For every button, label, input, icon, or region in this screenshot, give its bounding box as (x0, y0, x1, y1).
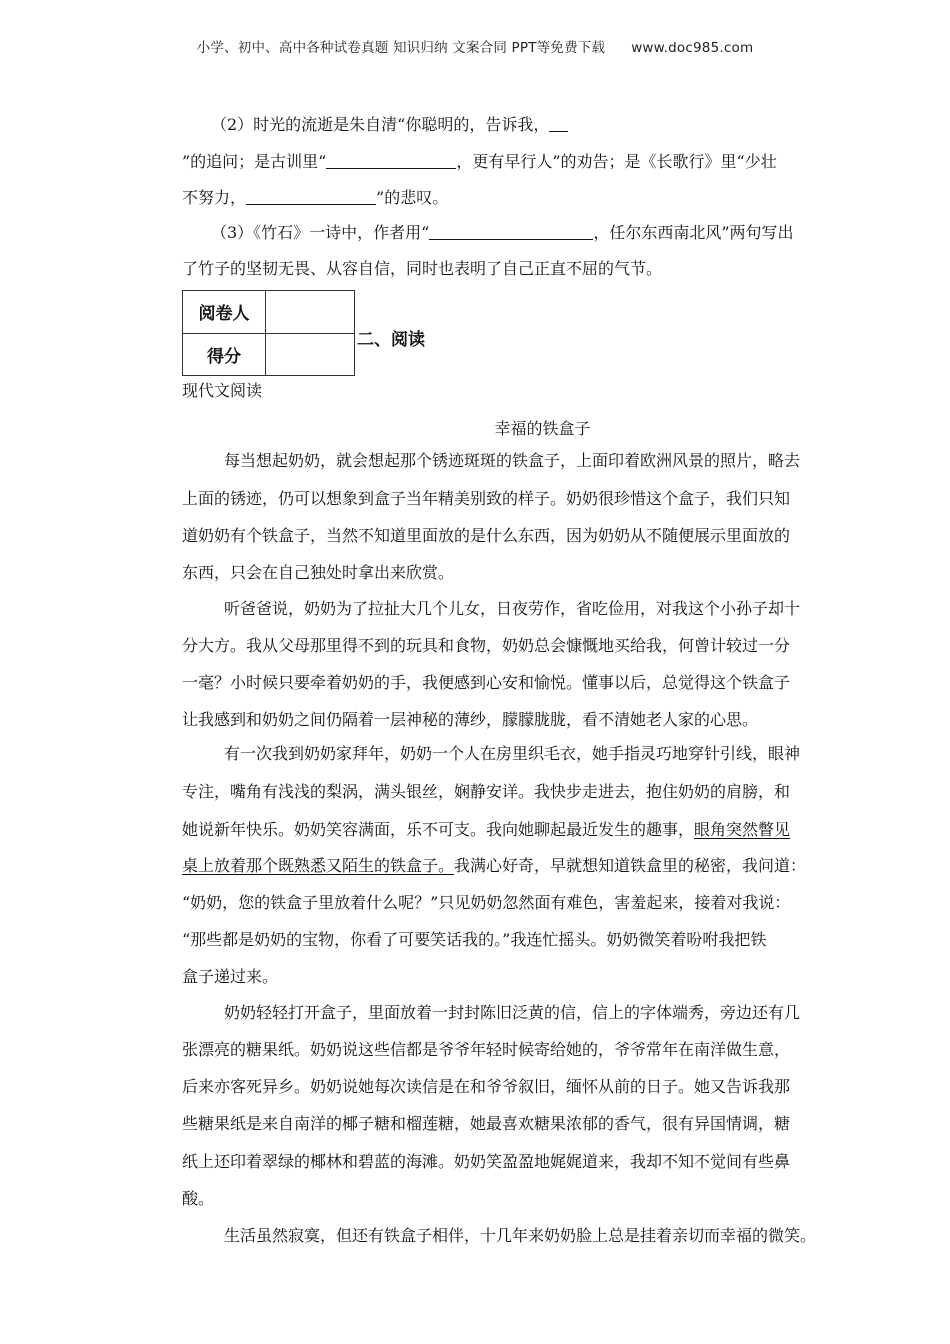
q2-text-2b: ，更有早行人”的劝告；是《长歌行》里“少壮 (456, 152, 777, 171)
article-text: 我满心好奇，早就想知道铁盒里的秘密，我问道： (454, 856, 807, 875)
reviewer-label: 阅卷人 (183, 291, 266, 334)
article-line: 让我感到和奶奶之间仍隔着一层神秘的薄纱，朦朦胧胧，看不清她老人家的心思。 (182, 710, 759, 729)
article-line: 分大方。我从父母那里得不到的玩具和食物，奶奶总会慷慨地买给我，何曾计较过一分 (182, 636, 791, 655)
subsection-heading: 现代文阅读 (182, 381, 263, 400)
article-text: 她说新年快乐。奶奶笑容满面，乐不可支。我向她聊起最近发生的趣事， (182, 820, 695, 839)
article-line: 一毫？小时候只要牵着奶奶的手，我便感到心安和愉悦。懂事以后，总觉得这个铁盒子 (182, 673, 791, 692)
answer-blank[interactable] (326, 153, 456, 169)
article-line: 奶奶轻轻打开盒子，里面放着一封封陈旧泛黄的信，信上的字体端秀，旁边还有几 (224, 1003, 801, 1022)
q2-text-3a: 不努力， (182, 188, 247, 207)
article-line: 上面的锈迹，仍可以想象到盒子当年精美别致的样子。奶奶很珍惜这个盒子，我们只知 (182, 489, 791, 508)
q3-line1 (211, 223, 901, 243)
reviewer-cell[interactable] (266, 291, 355, 334)
article-line: 后来亦客死异乡。奶奶说她每次读信是在和爷爷叙旧，缅怀从前的日子。她又告诉我那 (182, 1077, 791, 1096)
q2-text-3b: ”的悲叹。 (376, 188, 449, 207)
answer-blank[interactable] (429, 224, 593, 240)
article-line: 专注，嘴角有浅浅的梨涡，满头银丝，娴静安详。我快步走进去，抱住奶奶的肩膀，和 (182, 782, 791, 801)
q2-line3 (182, 188, 872, 208)
q2-line2 (182, 152, 872, 172)
section-heading: 二、阅读 (357, 330, 425, 350)
article-line: 有一次我到奶奶家拜年，奶奶一个人在房里织毛衣，她手指灵巧地穿针引线，眼神 (224, 744, 801, 763)
q3-line2: 了竹子的坚韧无畏、从容自信，同时也表明了自己正直不屈的气节。 (182, 259, 663, 278)
answer-blank[interactable] (246, 189, 376, 205)
article-line: 每当想起奶奶，就会想起那个锈迹斑斑的铁盒子，上面印着欧洲风景的照片，略去 (224, 451, 801, 470)
article-line: “那些都是奶奶的宝物，你看了可要笑话我的。”我连忙摇头。奶奶微笑着吩咐我把铁 (182, 930, 767, 949)
score-table (182, 290, 355, 376)
q2-text-2a: ”的追问；是古训里“ (182, 152, 327, 171)
article-line: 东西，只会在自己独处时拿出来欣赏。 (182, 563, 455, 582)
article-line: 生活虽然寂寞，但还有铁盒子相伴，十几年来奶奶脸上总是挂着亲切而幸福的微笑。 (224, 1226, 817, 1245)
q3-text-1a: （3）《竹石》一诗中，作者用“ (211, 223, 430, 242)
score-label: 得分 (183, 333, 266, 376)
page-header (0, 36, 950, 56)
score-cell[interactable] (266, 333, 355, 376)
underlined-sentence: 桌上放着那个既熟悉又陌生的铁盒子。 (182, 856, 455, 875)
article-line: 听爸爸说，奶奶为了拉扯大几个儿女，日夜劳作，省吃俭用，对我这个小孙子却十 (224, 599, 801, 618)
header-url: www.doc985.com (631, 40, 754, 56)
q2-line1 (211, 115, 901, 135)
article-title: 幸福的铁盒子 (494, 419, 591, 438)
article-line: 张漂亮的糖果纸。奶奶说这些信都是爷爷年轻时候寄给她的，爷爷常年在南洋做生意， (182, 1040, 791, 1059)
answer-blank[interactable] (549, 116, 568, 132)
article-line: “奶奶，您的铁盒子里放着什么呢？”只见奶奶忽然面有难色，害羞起来，接着对我说： (182, 893, 791, 912)
article-line: 纸上还印着翠绿的椰林和碧蓝的海滩。奶奶笑盈盈地娓娓道来，我却不知不觉间有些鼻 (182, 1152, 791, 1171)
article-line: 酸。 (182, 1189, 215, 1208)
q3-text-1b: ，任尔东西南北风”两句写出 (593, 223, 794, 242)
header-text: 小学、初中、高中各种试卷真题 知识归纳 文案合同 PPT等免费下载 (196, 40, 606, 56)
article-line (182, 856, 872, 876)
article-line: 盒子递过来。 (182, 967, 279, 986)
article-line: 些糖果纸是来自南洋的椰子糖和榴莲糖，她最喜欢糖果浓郁的香气，很有异国情调，糖 (182, 1114, 791, 1133)
q2-text-1: （2）时光的流逝是朱自清“你聪明的，告诉我， (211, 115, 550, 134)
article-line (182, 820, 872, 840)
underlined-sentence: 眼角突然瞥见 (694, 820, 791, 839)
article-line: 道奶奶有个铁盒子，当然不知道里面放的是什么东西，因为奶奶从不随便展示里面放的 (182, 526, 791, 545)
